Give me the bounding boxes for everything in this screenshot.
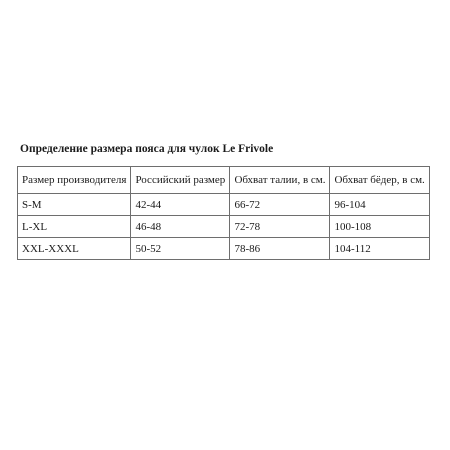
table-cell: 104-112 [330,238,429,260]
size-table [17,166,430,260]
table-cell: 100-108 [330,216,429,238]
table-cell: L-XL [18,216,131,238]
table-row [18,194,430,216]
table-cell: 96-104 [330,194,429,216]
table-row [18,238,430,260]
table-cell: 46-48 [131,216,230,238]
header-cell-hips: Обхват бёдер, в см. [330,167,429,194]
document-title: Определение размера пояса для чулок Le Frivole [20,143,274,155]
table-row [18,216,430,238]
header-cell-manufacturer-size: Размер производителя [18,167,131,194]
table-cell: 72-78 [230,216,330,238]
table-cell: 50-52 [131,238,230,260]
table-header-row [18,167,430,194]
table-cell: 78-86 [230,238,330,260]
table-cell: 42-44 [131,194,230,216]
table-cell: 66-72 [230,194,330,216]
header-cell-russian-size: Российский размер [131,167,230,194]
header-cell-waist: Обхват талии, в см. [230,167,330,194]
table-cell: XXL-XXXL [18,238,131,260]
table-cell: S-M [18,194,131,216]
